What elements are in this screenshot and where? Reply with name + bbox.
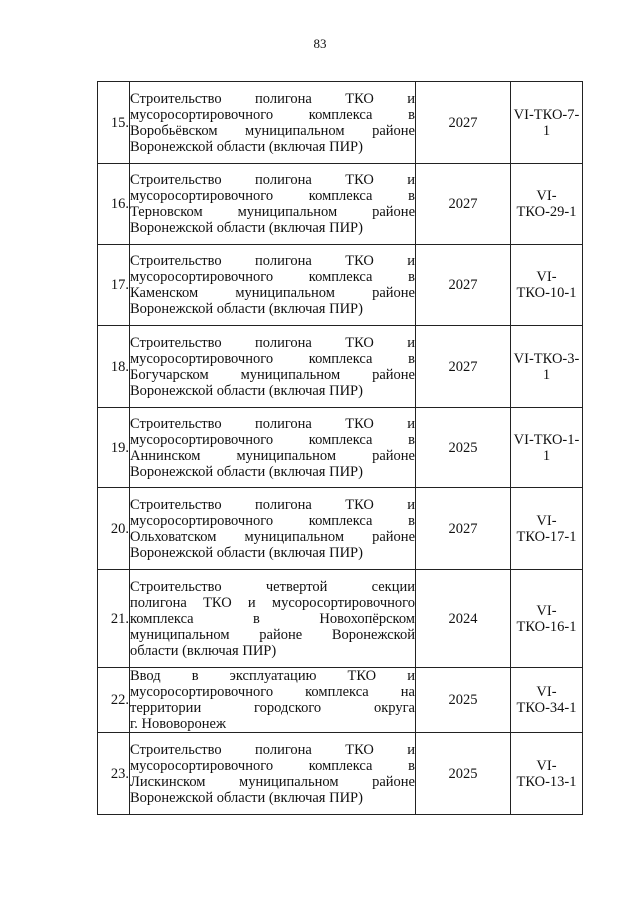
description-line: полигона ТКО и мусоросортировочного: [130, 594, 415, 611]
description-line: комплекса в Новохопёрском: [130, 610, 415, 627]
project-code: VI-ТКО-34-1: [511, 668, 583, 733]
description-line: муниципальном районе Воронежской: [130, 626, 415, 643]
completion-year: 2027: [416, 82, 511, 164]
project-description: [130, 733, 416, 815]
project-description: [130, 488, 416, 570]
row-number: 21.: [98, 570, 130, 668]
row-number: 18.: [98, 326, 130, 408]
description-line: г. Нововоронеж: [130, 716, 226, 732]
table-row: [98, 164, 583, 245]
description-line: Воронежской области (включая ПИР): [130, 382, 363, 399]
description-line: мусоросортировочного комплекса в: [130, 188, 415, 204]
project-code: VI-ТКО-29-1: [511, 164, 583, 245]
project-description: [130, 668, 416, 733]
project-code: VI-ТКО-16-1: [511, 570, 583, 668]
project-description: [130, 570, 416, 668]
description-line: Воронежской области (включая ПИР): [130, 138, 363, 155]
project-code: VI-ТКО-17-1: [511, 488, 583, 570]
description-line: мусоросортировочного комплекса в: [130, 757, 415, 774]
description-line: мусоросортировочного комплекса в: [130, 269, 415, 285]
project-description: [130, 82, 416, 164]
completion-year: 2025: [416, 733, 511, 815]
project-description: [130, 164, 416, 245]
description-line: Воронежской области (включая ПИР): [130, 301, 363, 317]
project-code: VI-ТКО-7-1: [511, 82, 583, 164]
table-row: [98, 245, 583, 326]
row-number: 16.: [98, 164, 130, 245]
project-description: [130, 408, 416, 488]
description-line: Воронежской области (включая ПИР): [130, 463, 363, 480]
description-line: Ввод в эксплуатацию ТКО и: [130, 668, 415, 684]
project-code: VI-ТКО-13-1: [511, 733, 583, 815]
row-number: 15.: [98, 82, 130, 164]
table-row: [98, 570, 583, 668]
completion-year: 2027: [416, 488, 511, 570]
table-row: [98, 668, 583, 733]
description-line: Воробьёвском муниципальном районе: [130, 122, 415, 139]
row-number: 19.: [98, 408, 130, 488]
description-line: Воронежской области (включая ПИР): [130, 220, 363, 236]
table-row: [98, 408, 583, 488]
project-description: [130, 326, 416, 408]
description-line: Строительство полигона ТКО и: [130, 415, 415, 432]
project-description: [130, 245, 416, 326]
description-line: Аннинском муниципальном районе: [130, 447, 415, 464]
description-line: мусоросортировочного комплекса в: [130, 106, 415, 123]
description-line: мусоросортировочного комплекса в: [130, 350, 415, 367]
table-row: [98, 488, 583, 570]
description-line: Строительство полигона ТКО и: [130, 741, 415, 758]
description-line: Воронежской области (включая ПИР): [130, 789, 363, 806]
description-line: Строительство полигона ТКО и: [130, 90, 415, 107]
completion-year: 2027: [416, 164, 511, 245]
row-number: 20.: [98, 488, 130, 570]
description-line: мусоросортировочного комплекса в: [130, 431, 415, 448]
row-number: 23.: [98, 733, 130, 815]
project-code: VI-ТКО-1-1: [511, 408, 583, 488]
description-line: Терновском муниципальном районе: [130, 204, 415, 220]
table-row: [98, 326, 583, 408]
description-line: Строительство полигона ТКО и: [130, 334, 415, 351]
description-line: Строительство полигона ТКО и: [130, 496, 415, 513]
page-number: 83: [313, 36, 327, 51]
description-line: области (включая ПИР): [130, 642, 277, 659]
description-line: мусоросортировочного комплекса в: [130, 512, 415, 529]
description-line: Воронежской области (включая ПИР): [130, 544, 363, 561]
project-code: VI-ТКО-3-1: [511, 326, 583, 408]
completion-year: 2027: [416, 326, 511, 408]
description-line: территории городского округа: [130, 700, 415, 716]
completion-year: 2027: [416, 245, 511, 326]
description-line: Каменском муниципальном районе: [130, 285, 415, 301]
description-line: Лискинском муниципальном районе: [130, 773, 415, 790]
completion-year: 2024: [416, 570, 511, 668]
completion-year: 2025: [416, 408, 511, 488]
description-line: мусоросортировочного комплекса на: [130, 684, 415, 700]
table-row: [98, 733, 583, 815]
project-code: VI-ТКО-10-1: [511, 245, 583, 326]
completion-year: 2025: [416, 668, 511, 733]
description-line: Ольховатском муниципальном районе: [130, 528, 415, 545]
description-line: Строительство полигона ТКО и: [130, 172, 415, 188]
projects-table: [97, 81, 583, 815]
table-row: [98, 82, 583, 164]
description-line: Строительство четвертой секции: [130, 578, 415, 595]
row-number: 17.: [98, 245, 130, 326]
row-number: 22.: [98, 668, 130, 733]
description-line: Богучарском муниципальном районе: [130, 366, 415, 383]
description-line: Строительство полигона ТКО и: [130, 253, 415, 269]
